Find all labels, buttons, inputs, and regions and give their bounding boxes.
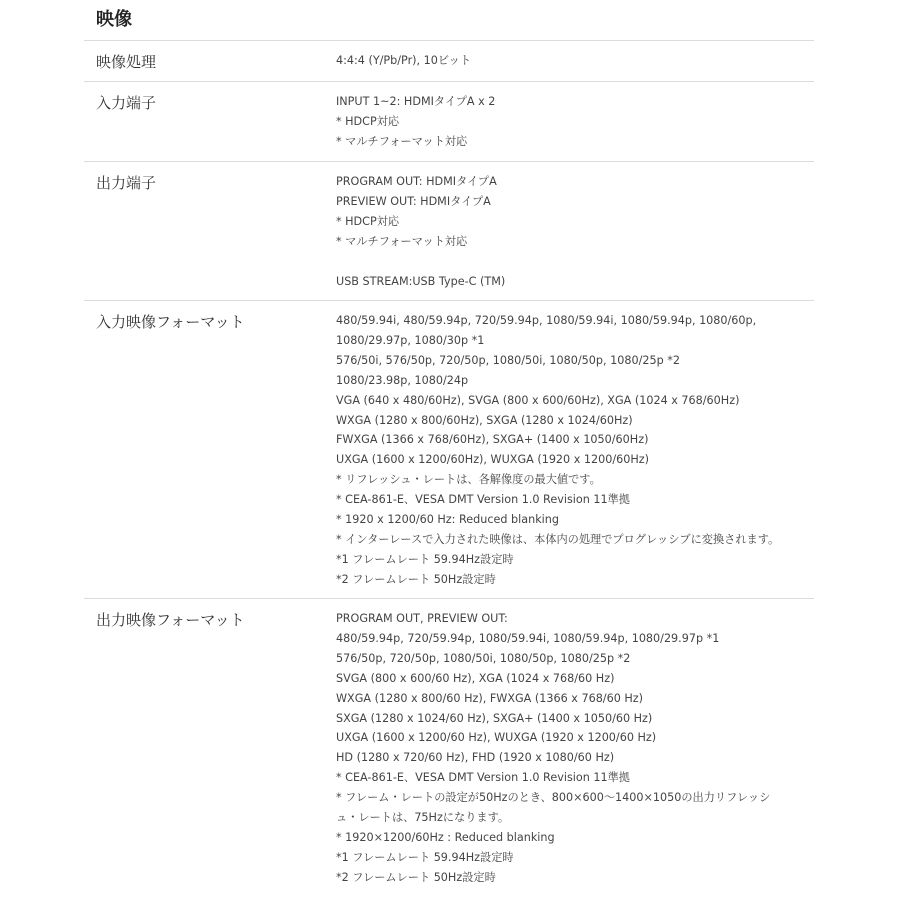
spec-line: * インターレースで入力された映像は、本体内の処理でプログレッシブに変換されます。 — [336, 532, 780, 546]
spec-line: *1 フレームレート 59.94Hz設定時 — [336, 552, 514, 566]
spec-label: 入力映像フォーマット — [96, 313, 245, 331]
section-title: 映像 — [84, 0, 814, 41]
spec-line: * マルチフォーマット対応 — [336, 234, 468, 248]
spec-line: * HDCP対応 — [336, 114, 400, 128]
spec-line: SXGA (1280 x 1024/60 Hz), SXGA+ (1400 x 1050/60 Hz) — [336, 711, 653, 725]
spec-line: * リフレッシュ・レートは、各解像度の最大値です。 — [336, 473, 601, 487]
spec-label: 出力端子 — [96, 174, 157, 192]
spec-line: 1080/23.98p, 1080/24p — [336, 373, 469, 387]
spec-line: HD (1280 x 720/60 Hz), FHD (1920 x 1080/60 Hz) — [336, 751, 615, 765]
spec-row-input-video-formats — [84, 301, 814, 599]
spec-values — [336, 82, 814, 161]
spec-row-output-video-formats — [84, 599, 814, 899]
spec-line: * フレーム・レートの設定が50Hzのとき、800×600～1400×1050の出力リフレッシ — [336, 791, 771, 805]
spec-line: UXGA (1600 x 1200/60 Hz), WUXGA (1920 x 1200/60 Hz) — [336, 731, 657, 745]
spec-row-video-processing — [84, 41, 814, 82]
spec-line — [336, 252, 814, 272]
spec-page — [84, 0, 814, 899]
spec-line: *2 フレームレート 50Hz設定時 — [336, 572, 496, 586]
spec-values — [336, 41, 814, 81]
spec-line: 4:4:4 (Y/Pb/Pr), 10ビット — [336, 54, 472, 67]
spec-line: FWXGA (1366 x 768/60Hz), SXGA+ (1400 x 1050/60Hz) — [336, 433, 649, 447]
spec-line: * CEA-861-E、VESA DMT Version 1.0 Revision 11準拠 — [336, 771, 630, 785]
spec-line: * マルチフォーマット対応 — [336, 134, 468, 148]
spec-line: INPUT 1~2: HDMIタイプA x 2 — [336, 95, 496, 108]
spec-line: ュ・レートは、75Hzになります。 — [336, 811, 510, 825]
spec-line: SVGA (800 x 600/60 Hz), XGA (1024 x 768/60 Hz) — [336, 671, 615, 685]
spec-line: * 1920×1200/60Hz : Reduced blanking — [336, 830, 555, 844]
spec-line: PROGRAM OUT, PREVIEW OUT: — [336, 612, 508, 625]
spec-line: 1080/29.97p, 1080/30p *1 — [336, 333, 485, 347]
spec-values — [336, 162, 814, 300]
spec-label: 入力端子 — [96, 94, 157, 112]
spec-line: VGA (640 x 480/60Hz), SVGA (800 x 600/60Hz), XGA (1024 x 768/60Hz) — [336, 393, 740, 407]
spec-line: * HDCP対応 — [336, 214, 400, 228]
spec-row-output-terminals — [84, 162, 814, 301]
spec-line: *1 フレームレート 59.94Hz設定時 — [336, 850, 514, 864]
spec-values — [336, 301, 814, 598]
spec-label: 出力映像フォーマット — [96, 611, 245, 629]
spec-row-input-terminals — [84, 82, 814, 162]
spec-line: 576/50p, 720/50p, 1080/50i, 1080/50p, 1080/25p *2 — [336, 651, 631, 665]
spec-line: 576/50i, 576/50p, 720/50p, 1080/50i, 1080/50p, 1080/25p *2 — [336, 353, 680, 367]
spec-line: PREVIEW OUT: HDMIタイプA — [336, 194, 491, 208]
spec-line: WXGA (1280 x 800/60Hz), SXGA (1280 x 1024/60Hz) — [336, 413, 633, 427]
spec-line: * 1920 x 1200/60 Hz: Reduced blanking — [336, 513, 559, 527]
spec-line: * CEA-861-E、VESA DMT Version 1.0 Revision 11準拠 — [336, 493, 630, 507]
spec-line: USB STREAM:USB Type-C (TM) — [336, 274, 506, 288]
spec-label: 映像処理 — [96, 53, 157, 71]
spec-line: UXGA (1600 x 1200/60Hz), WUXGA (1920 x 1200/60Hz) — [336, 453, 650, 467]
spec-line: PROGRAM OUT: HDMIタイプA — [336, 175, 497, 188]
spec-line: *2 フレームレート 50Hz設定時 — [336, 870, 496, 884]
spec-line: 480/59.94p, 720/59.94p, 1080/59.94i, 1080/59.94p, 1080/29.97p *1 — [336, 631, 720, 645]
spec-line: WXGA (1280 x 800/60 Hz), FWXGA (1366 x 768/60 Hz) — [336, 691, 644, 705]
spec-line: 480/59.94i, 480/59.94p, 720/59.94p, 1080/59.94i, 1080/59.94p, 1080/60p, — [336, 314, 757, 327]
spec-values — [336, 599, 814, 899]
